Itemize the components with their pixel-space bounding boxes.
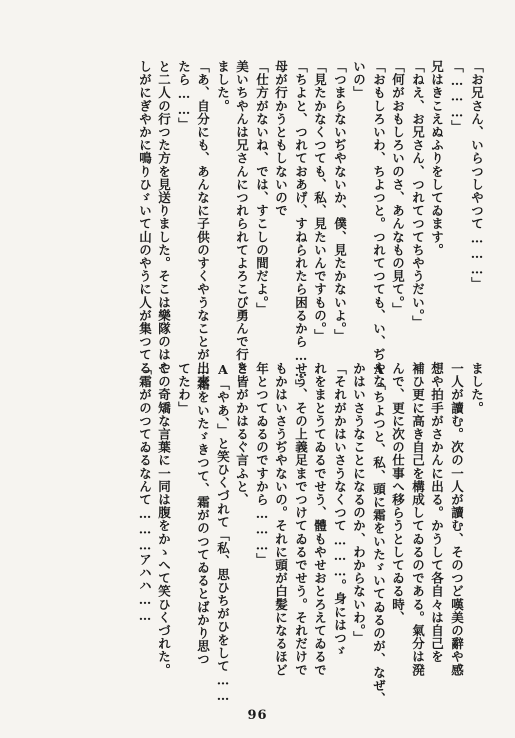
- text-column: と二人の行つた方を見送りました。そこは樂隊のはや: [156, 60, 172, 375]
- text-column: 「………」: [449, 60, 465, 133]
- text-column: たら……」: [176, 60, 192, 131]
- text-column: もかはいさうぢやないの。それに頭が白髪になるほど: [273, 362, 289, 677]
- text-column: この奇矯な言葉に一同は腹をかゝへて笑ひくづれた。: [156, 362, 172, 677]
- text-column: 想や拍手がさかんに出る。かうして各自々は自己を: [429, 362, 445, 664]
- text-column: かはいさうなことになるのか、わからないわ。」: [351, 362, 367, 644]
- text-column: 美いちやんは兄さんにつれられてよろこび勇んで行き: [234, 60, 250, 375]
- text-column: 兄はきこえぬふりをしてゐます。: [429, 60, 445, 257]
- text-column: A「やあ、」と笑ひくづれて「私、思ひちがひをして……: [215, 362, 231, 704]
- text-column: んで、更に次の仕事へ移らうとしてゐる時、: [390, 362, 406, 624]
- text-column: 「あ、自分にも、あんなに子供のすくやうなことが出來: [195, 60, 211, 388]
- text-column: 一人が讀む。次の一人が讀む、そのつど嘆美の辭や感: [449, 362, 465, 677]
- text-column: 「見たかなくつても、私、見たいんですもの。」: [312, 60, 328, 342]
- text-column: 「それがかはいさうなくつて………。身にはつゞ: [332, 362, 348, 658]
- text-column: 「霜がのつてゐるなんて………アハハ……: [137, 362, 153, 624]
- page-number: 96: [247, 708, 268, 723]
- text-column: 母が行かうともしないので: [273, 60, 289, 218]
- text-column: 「仕方がないね、では、すこしの間だよ。」: [254, 60, 270, 316]
- text-column: 「ちよと、つれておあげ、すねられたら困るから……」: [293, 60, 309, 393]
- text-column: てたわ」: [176, 362, 192, 415]
- text-column: 「何がおもしろいのさ、あんなもの見て。」: [390, 60, 406, 316]
- text-column: れをまとうてゐるでせう、體もやせおとろえてゐるで: [312, 362, 328, 677]
- text-column: ました。: [469, 362, 485, 415]
- text-column: 「おもしろいわ、ちよつと。つれてつても、い、ぢやな: [371, 60, 387, 388]
- text-column: と皆がかはるぐ言ふと、: [234, 362, 250, 507]
- text-column: 「ねえ、お兄さん、つれてつてちやうだい。」: [410, 60, 426, 329]
- text-column: いの」: [351, 60, 367, 100]
- text-column: 「つまらないぢやないか、僕、見たかないよ。」: [332, 60, 348, 342]
- text-column: せう、その上義足までつけてゐるでせう。それだけで: [293, 362, 309, 677]
- text-column: ました。: [215, 60, 231, 113]
- text-column: しがにぎやかに鳴りひゞいて山のやうに人が集つてる: [137, 60, 153, 375]
- text-column: 年とつてゐるのですから………」: [254, 362, 270, 566]
- text-column: A「ちよつと、私、頭に霜をいたゞいてゐるのが、なぜ、: [371, 362, 387, 706]
- text-column: 「お兄さん、いらつしやつて………」: [469, 60, 485, 291]
- text-column: …霜をいたゞきつて、霜がのつてゐるとばかり思つ: [195, 362, 211, 666]
- text-column: 補ひ更に高き自己を構成してゐるのである。氣分は溌: [410, 362, 426, 677]
